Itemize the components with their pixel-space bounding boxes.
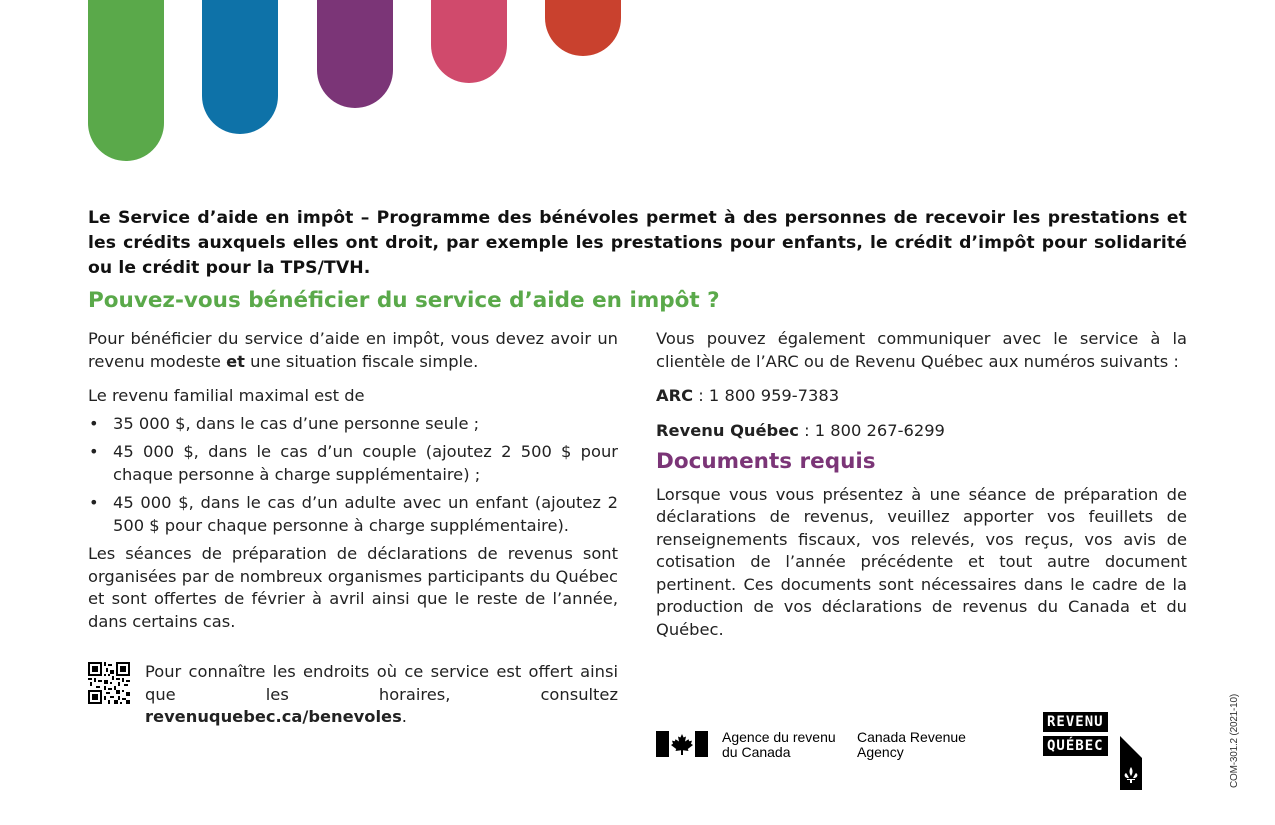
right-column — [656, 328, 1187, 641]
qr-paragraph: Pour connaître les endroits où ce service est offert ainsi que les horaires, consultez revenuquebec.ca/benevoles. — [145, 662, 618, 726]
emphasis-and: et — [226, 351, 245, 371]
fleur-de-lis-icon — [1120, 736, 1142, 790]
documents-heading: Documents requis — [656, 449, 876, 474]
rq-logo-quebec: QUÉBEC — [1043, 736, 1108, 756]
arc-number: : 1 800 959-7383 — [693, 386, 840, 405]
cra-logo — [656, 728, 976, 762]
decorative-bar-green — [88, 0, 164, 161]
income-item-couple: • 45 000 $, dans le cas d’un couple (ajoutez 2 500 $ pour chaque personne à charge supplémentaire) ; — [88, 441, 618, 486]
revenu-quebec-logo — [1043, 712, 1143, 790]
canada-flag-icon — [656, 731, 708, 757]
documents-paragraph: Lorsque vous vous présentez à une séance de préparation de déclarations de revenus, veuillez apporter vos feuillets de renseignements fiscaux, vos relevés, vos reçus, vos avis de cotisation de l’année précédente et tout autre document pertinent. Ces documents sont nécessaires dans le cadre de la production de vos déclarations de revenus du Canada et du Québec. — [656, 484, 1187, 639]
rq-phone — [656, 420, 1187, 443]
decorative-bar-purple — [317, 0, 393, 108]
document-code: COM-301.2 (2021-10) — [1229, 693, 1240, 788]
decorative-bar-blue — [202, 0, 278, 134]
arc-label: ARC — [656, 386, 694, 405]
contact-paragraph: Vous pouvez également communiquer avec le service à la clientèle de l’ARC ou de Revenu Québec aux numéros suivants : — [656, 329, 1187, 371]
income-item-single: • 35 000 $, dans le cas d’une personne seule ; — [88, 413, 618, 436]
rq-label: Revenu Québec — [656, 420, 799, 440]
eligibility-heading: Pouvez-vous bénéficier du service d’aide en impôt ? — [88, 288, 720, 313]
decorative-bar-pink — [431, 0, 507, 83]
rq-number: : 1 800 267-6299 — [798, 420, 945, 440]
qr-code-icon[interactable] — [88, 662, 130, 704]
rq-logo-revenu: REVENU — [1043, 712, 1108, 732]
cra-name-en: Canada Revenue Agency — [857, 729, 966, 760]
income-item-adult-child: • 45 000 $, dans le cas d’un adulte avec un enfant (ajoutez 2 500 $ pour chaque personne à charge supplémentaire). — [88, 492, 618, 537]
intro-paragraph: Le Service d’aide en impôt – Programme des bénévoles permet à des personnes de recevoir les prestations et les crédits auxquels elles ont droit, par exemple les prestations pour enfants, le crédit d’impôt pour solidarité ou le crédit pour la TPS/TVH. — [88, 208, 1187, 279]
left-column — [88, 328, 618, 633]
eligibility-paragraph: Pour bénéficier du service d’aide en impôt, vous devez avoir un revenu modeste et une situation fiscale simple. — [88, 329, 618, 371]
sessions-paragraph: Les séances de préparation de déclarations de revenus sont organisées par de nombreux organismes participants du Québec et sont offertes de février à avril ainsi que le reste de l’année, dans certains cas. — [88, 544, 618, 631]
income-list — [88, 413, 618, 538]
cra-name-fr: Agence du revenu du Canada — [722, 729, 836, 760]
arc-phone — [656, 385, 1187, 408]
income-intro: Le revenu familial maximal est de — [88, 386, 365, 405]
decorative-bar-red — [545, 0, 621, 56]
benevoles-link[interactable]: revenuquebec.ca/benevoles — [145, 707, 402, 726]
